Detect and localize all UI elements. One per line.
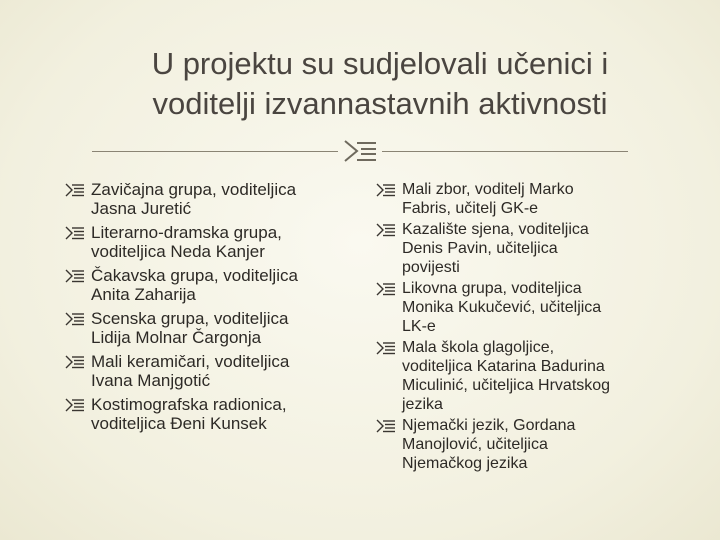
right-list-item-text: Kazalište sjena, voditeljica — [402, 221, 589, 238]
right-list-item-text: Njemački jezik, Gordana — [402, 417, 576, 434]
left-list-item-text: voditeljica Neda Kanjer — [91, 242, 265, 261]
left-list-item-text: Mali keramičari, voditeljica — [91, 352, 290, 371]
title-divider-left — [92, 151, 338, 152]
right-list-item-text: Mali zbor, voditelj Marko — [402, 181, 574, 198]
left-list-item — [65, 309, 345, 347]
left-bullet-list — [65, 180, 345, 438]
left-list-item-text: Zavičajna grupa, voditeljica — [91, 180, 297, 199]
right-list-item-text: Miculinić, učiteljica Hrvatskog — [402, 377, 611, 394]
lines-bullet-icon — [65, 398, 85, 412]
lines-bullet-icon — [65, 183, 85, 197]
right-list-item — [376, 180, 666, 218]
right-list-item — [376, 220, 666, 277]
right-list-item-text: Likovna grupa, voditeljica — [402, 280, 582, 297]
lines-bullet-icon — [376, 419, 396, 433]
right-list-item-text: Denis Pavin, učiteljica — [402, 240, 558, 257]
right-list-item — [376, 279, 666, 336]
left-list-item-text: Scenska grupa, voditeljica — [91, 309, 289, 328]
lines-bullet-icon — [376, 223, 396, 237]
left-list-item — [65, 223, 345, 261]
left-list-item — [65, 395, 345, 433]
left-list-item — [65, 352, 345, 390]
right-list-item-text: povijesti — [402, 259, 460, 276]
slide-title-line-2: voditelji izvannastavnih aktivnosti — [152, 86, 608, 121]
lines-bullet-icon — [376, 282, 396, 296]
lines-icon — [343, 139, 377, 163]
left-list-item-text: Anita Zaharija — [91, 285, 196, 304]
right-list-item-text: jezika — [402, 396, 443, 413]
lines-bullet-icon — [65, 269, 85, 283]
right-list-item — [376, 338, 666, 414]
lines-bullet-icon — [376, 183, 396, 197]
right-list-item-text: Manojlović, učiteljica — [402, 436, 548, 453]
right-list-item-text: Mala škola glagoljice, — [402, 339, 555, 356]
left-list-item — [65, 266, 345, 304]
lines-bullet-icon — [65, 226, 85, 240]
right-list-item-text: Fabris, učitelj GK-e — [402, 200, 539, 217]
left-list-item — [65, 180, 345, 218]
slide-title-line-1: U projektu su sudjelovali učenici i — [151, 46, 609, 81]
left-list-item-text: Kostimografska radionica, — [91, 395, 287, 414]
right-list-item-text: voditeljica Katarina Badurina — [402, 358, 605, 375]
lines-bullet-icon — [65, 312, 85, 326]
left-list-item-text: voditeljica Đeni Kunsek — [91, 414, 267, 433]
right-bullet-list — [376, 180, 666, 475]
title-divider-right — [382, 151, 628, 152]
left-list-item-text: Literarno-dramska grupa, — [91, 223, 282, 242]
right-list-item-text: Monika Kukučević, učiteljica — [402, 299, 602, 316]
left-list-item-text: Čakavska grupa, voditeljica — [91, 266, 298, 285]
left-list-item-text: Lidija Molnar Čargonja — [91, 328, 262, 347]
lines-bullet-icon — [65, 355, 85, 369]
left-list-item-text: Jasna Juretić — [91, 199, 192, 218]
right-list-item — [376, 416, 666, 473]
left-list-item-text: Ivana Manjgotić — [91, 371, 211, 390]
right-list-item-text: LK-e — [402, 318, 436, 335]
right-list-item-text: Njemačkog jezika — [402, 455, 528, 472]
lines-bullet-icon — [376, 341, 396, 355]
slide-title — [90, 44, 670, 124]
